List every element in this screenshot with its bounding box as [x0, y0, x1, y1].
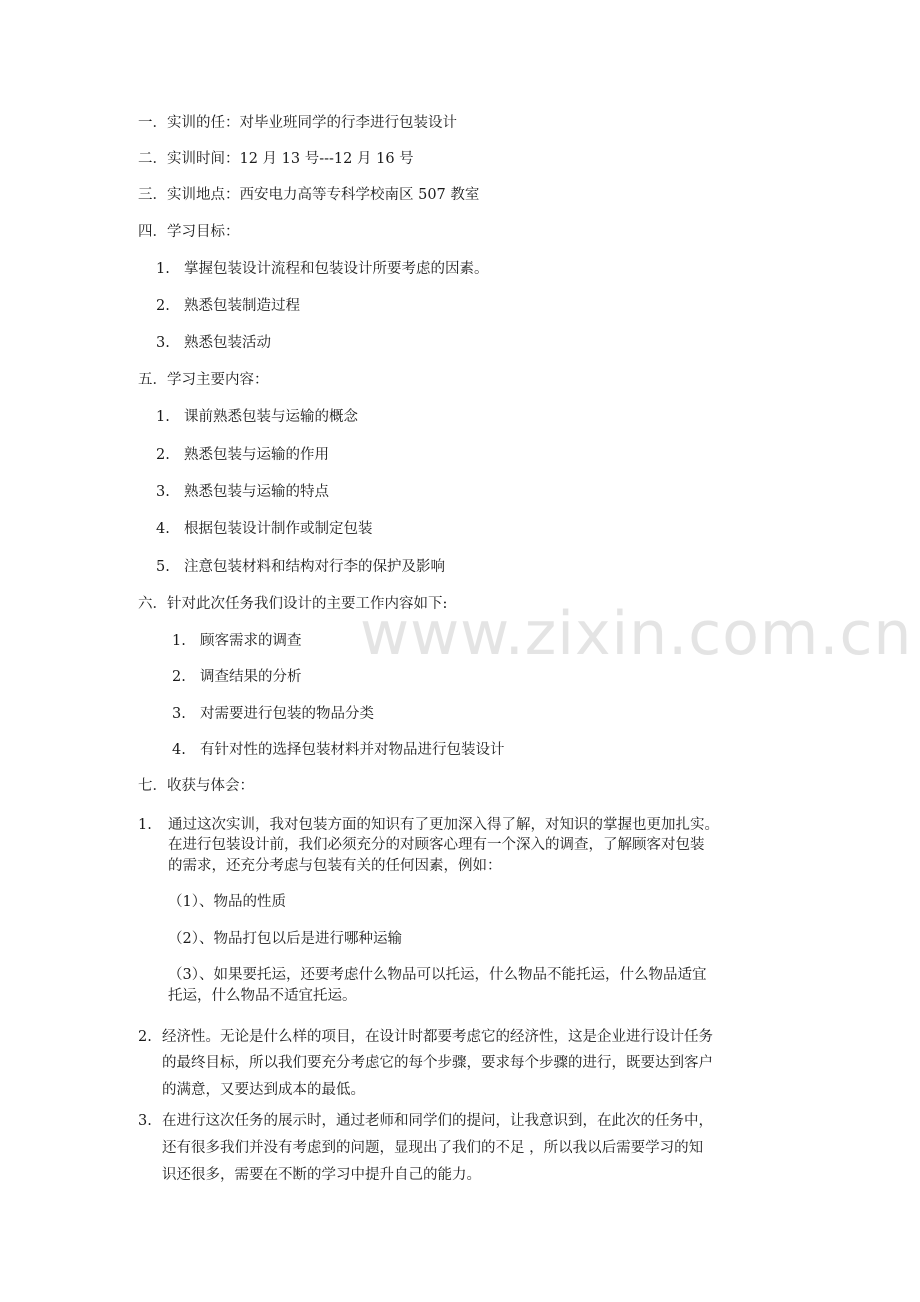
paragraph-line: 还有很多我们并没有考虑到的问题，显现出了我们的不足 ，所以我以后需要学习的知: [162, 1140, 704, 1156]
work-number: 1.: [172, 633, 186, 649]
sub-item: （1）、物品的性质: [168, 894, 286, 910]
sub-item-continued: 托运，什么物品不适宜托运。: [168, 988, 357, 1004]
content-number: 3.: [156, 484, 170, 500]
sub-item: （3）、如果要托运，还要考虑什么物品可以托运，什么物品不能托运，什么物品适宜: [168, 967, 707, 983]
goal-number: 2.: [156, 298, 170, 314]
work-item: 顾客需求的调查: [200, 633, 302, 649]
goal-number: 3.: [156, 335, 170, 351]
paragraph-number: 1.: [138, 817, 152, 833]
goal-item: 熟悉包装活动: [184, 335, 271, 351]
goal-item: 掌握包装设计流程和包装设计所要考虑的因素。: [184, 261, 489, 277]
paragraph-line: 在进行这次任务的展示时，通过老师和同学们的提问，让我意识到，在此次的任务中，: [162, 1113, 713, 1129]
content-item: 注意包装材料和结构对行李的保护及影响: [184, 559, 445, 575]
content-number: 2.: [156, 447, 170, 463]
paragraph-number: 3.: [138, 1113, 152, 1129]
work-item: 调查结果的分析: [200, 669, 302, 685]
goal-item: 熟悉包装制造过程: [184, 298, 300, 314]
content-item: 课前熟悉包装与运输的概念: [184, 409, 358, 425]
paragraph-line: 识还很多，需要在不断的学习中提升自己的能力。: [162, 1167, 481, 1183]
section-goals-heading: 四．学习目标：: [138, 224, 240, 240]
section-time: 二．实训时间：12 月 13 号---12 月 16 号: [138, 151, 414, 167]
paragraph-line: 经济性。无论是什么样的项目，在设计时都要考虑它的经济性，这是企业进行设计任务: [162, 1029, 713, 1045]
work-item: 有针对性的选择包装材料并对物品进行包装设计: [200, 742, 505, 758]
section-content-heading: 五．学习主要内容：: [138, 372, 269, 388]
work-number: 2.: [172, 669, 186, 685]
content-item: 熟悉包装与运输的特点: [184, 484, 329, 500]
content-item: 根据包装设计制作或制定包装: [184, 521, 373, 537]
work-number: 4.: [172, 742, 186, 758]
paragraph-line: 的需求，还充分考虑与包装有关的任何因素，例如：: [168, 858, 502, 874]
paragraph-line: 在进行包装设计前，我们必须充分的对顾客心理有一个深入的调查，了解顾客对包装: [168, 837, 705, 853]
paragraph-number: 2.: [138, 1029, 152, 1045]
content-number: 1.: [156, 409, 170, 425]
section-task: 一．实训的任：对毕业班同学的行李进行包装设计: [138, 115, 457, 131]
goal-number: 1.: [156, 261, 170, 277]
watermark: www.zixin.com.cn: [360, 599, 913, 669]
section-harvest-heading: 七．收获与体会：: [138, 778, 254, 794]
section-work-heading: 六．针对此次任务我们设计的主要工作内容如下:: [138, 596, 448, 612]
paragraph-line: 的最终目标，所以我们要充分考虑它的每个步骤，要求每个步骤的进行，既要达到客户: [162, 1055, 713, 1071]
paragraph-line: 的满意，又要达到成本的最低。: [162, 1082, 365, 1098]
sub-item: （2）、物品打包以后是进行哪种运输: [168, 931, 402, 947]
work-item: 对需要进行包装的物品分类: [200, 706, 374, 722]
content-number: 5.: [156, 559, 170, 575]
content-item: 熟悉包装与运输的作用: [184, 447, 329, 463]
paragraph-line: 通过这次实训，我对包装方面的知识有了更加深入得了解，对知识的掌握也更加扎实。: [168, 817, 719, 833]
work-number: 3.: [172, 706, 186, 722]
content-number: 4.: [156, 521, 170, 537]
section-location: 三．实训地点：西安电力高等专科学校南区 507 教室: [138, 187, 480, 203]
